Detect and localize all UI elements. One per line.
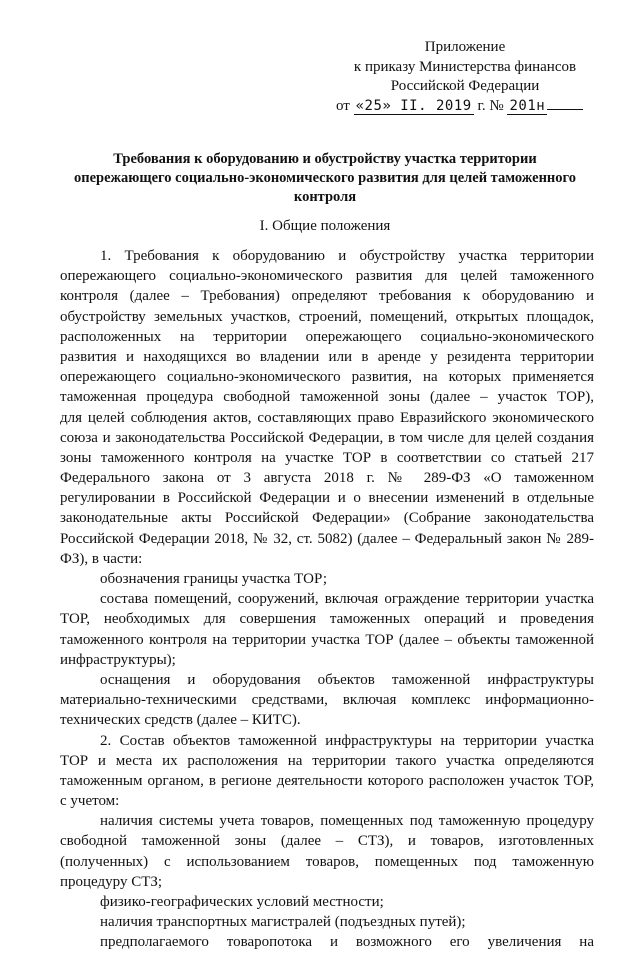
body-line: опережающего социально-экономического развития, на которых применяется — [60, 369, 594, 386]
body-line: развития и находящихся во владении или в аренде у резидента территории — [60, 348, 594, 365]
number-underline — [547, 109, 583, 110]
year-suffix: г. — [477, 97, 486, 114]
appendix-header — [330, 38, 600, 116]
body-line: законодательные акты Российской Федерации» (Собрание законодательства — [60, 510, 594, 527]
body-line: ФЗ), в части: — [60, 550, 143, 567]
body-line: ТОР и места их расположения на территории такого участка определяются — [60, 752, 594, 769]
body-line: 2. Состав объектов таможенной инфраструктуры на территории участка — [100, 732, 594, 749]
body-line: оснащения и оборудования объектов таможенной инфраструктуры — [100, 671, 594, 688]
body-line: с учетом: — [60, 793, 120, 810]
body-line: опережающего социально-экономического развития для целей таможенного — [60, 268, 594, 285]
handwritten-number: 201н — [509, 97, 546, 114]
title-line-2: опережающего социально-экономического развития для целей таможенного — [73, 170, 576, 186]
appendix-order-reference: к приказу Министерства финансов — [353, 58, 577, 75]
body-line: для целей соблюдения актов, составляющих право Евразийского экономического — [60, 409, 594, 426]
document-title — [60, 150, 590, 207]
body-line: 1. Требования к оборудованию и обустройству участка территории — [100, 248, 594, 264]
body-line: ТОР, необходимых для совершения таможенных операций и проведения — [60, 611, 594, 628]
body-line: зоны таможенного контроля на участке ТОР в соответствии со статьей 217 — [60, 449, 594, 466]
body-line: таможенного контроля на территории участка ТОР (далее – объекты таможенной — [60, 631, 594, 648]
number-prefix: № — [489, 97, 504, 114]
body-line: Российской Федерации 2018, № 32, ст. 5082) (далее – Федеральный закон № 289- — [60, 530, 594, 547]
body-line: наличия транспортных магистралей (подъездных путей); — [100, 914, 466, 931]
body-line: наличия системы учета товаров, помещенных под таможенную процедуру — [100, 813, 594, 830]
order-date-line — [336, 97, 600, 117]
body-line: (полученных) с использованием товаров, помещенных под таможенную — [60, 853, 594, 870]
title-line-3: контроля — [293, 189, 357, 205]
section-heading: I. Общие положения — [259, 218, 391, 234]
body-line: технических средств (далее – КИТС). — [60, 712, 301, 729]
body-text — [60, 246, 594, 953]
body-line: процедуру СТЗ; — [60, 873, 163, 890]
title-line-1: Требования к оборудованию и обустройству участка территории — [113, 151, 537, 167]
body-line: инфраструктуры); — [60, 651, 176, 668]
body-line: союза и законодательства Российской Федерации, в том числе для целей создания — [60, 429, 594, 446]
appendix-label: Приложение — [424, 39, 506, 55]
body-line: регулировании в Российской Федерации и о внесении изменений в отдельные — [60, 490, 594, 507]
body-line: таможенным органом, в регионе деятельности которого расположен участок ТОР, — [60, 772, 594, 789]
body-line: физико-географических условий местности; — [100, 894, 384, 910]
date-prefix: от — [336, 97, 350, 114]
body-line: обозначения границы участка ТОР; — [100, 571, 328, 587]
body-line: материально-техническими средствами, включая комплекс информационно- — [60, 692, 594, 709]
body-line: контроля (далее – Требования) определяют требования к оборудованию и — [60, 288, 594, 305]
body-line: Федерального закона от 3 августа 2018 г. № 289-ФЗ «О таможенном — [60, 470, 594, 487]
handwritten-date: «25» II. 2019 — [355, 97, 472, 114]
body-line: состава помещений, сооружений, включая ограждение территории участка — [100, 591, 594, 608]
body-line: свободной таможенной зоны (далее – СТЗ), и товаров, изготовленных — [60, 833, 594, 850]
body-line: таможенная процедура свободной таможенной зоны (далее – участок ТОР), — [60, 389, 594, 406]
appendix-ministry: Российской Федерации — [390, 78, 540, 94]
body-line: обустройству земельных участков, строений, помещений, открытых площадок, — [60, 308, 594, 325]
body-line: расположенных на территории опережающего социально-экономического — [60, 328, 594, 345]
body-line: предполагаемого товаропотока и возможного его увеличения на — [100, 934, 594, 951]
